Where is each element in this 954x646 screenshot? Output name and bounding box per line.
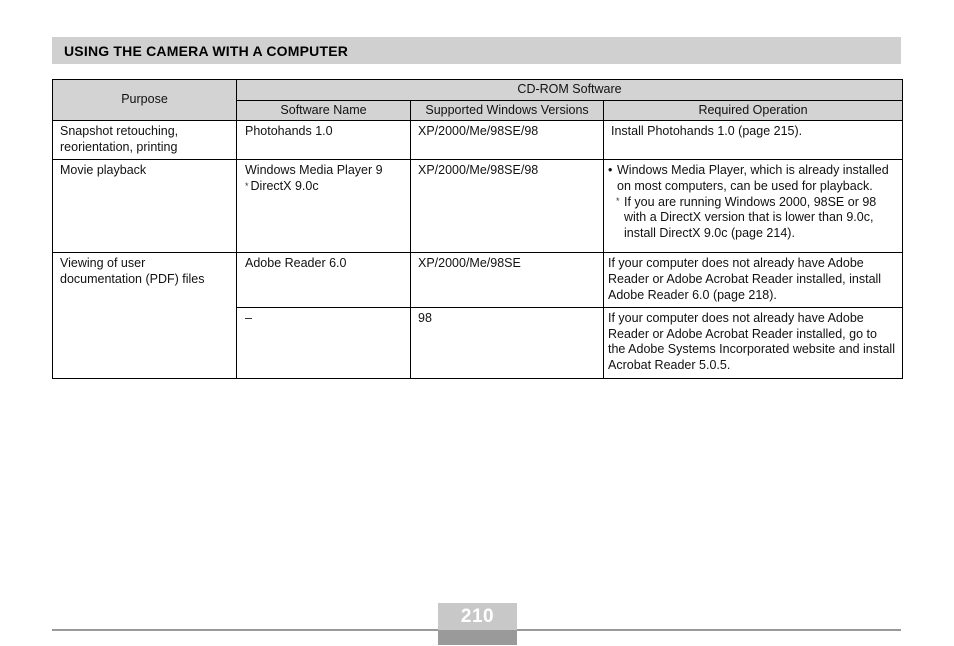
purpose-header: Purpose xyxy=(53,80,237,121)
versions-cell: 98 xyxy=(411,308,604,378)
required-operation-header: Required Operation xyxy=(604,100,903,121)
software-cell: – xyxy=(237,308,411,378)
asterisk-icon: * xyxy=(245,180,249,191)
purpose-cell: Viewing of user documentation (PDF) files xyxy=(53,253,237,378)
operation-cell xyxy=(604,160,903,253)
asterisk-icon: * xyxy=(616,195,620,206)
versions-cell: XP/2000/Me/98SE/98 xyxy=(411,121,604,160)
table-row xyxy=(53,253,903,308)
table-header-row xyxy=(53,80,903,101)
software-name: Windows Media Player 9 xyxy=(245,163,383,178)
table-row xyxy=(53,160,903,253)
operation-note xyxy=(608,195,896,242)
software-cell: Adobe Reader 6.0 xyxy=(237,253,411,308)
operation-bullet-text: Windows Media Player, which is already installed on most computers, can be used for playback. xyxy=(617,163,889,193)
software-table xyxy=(52,79,903,379)
operation-bullet xyxy=(608,163,896,194)
operation-cell: If your computer does not already have Adobe Reader or Adobe Acrobat Reader installed, go to the Adobe Systems Incorporated website and install Acrobat Reader 5.0.5. xyxy=(604,308,903,378)
section-title: USING THE CAMERA WITH A COMPUTER xyxy=(64,42,349,59)
purpose-cell: Movie playback xyxy=(53,160,237,253)
software-cell: Photohands 1.0 xyxy=(237,121,411,160)
operation-cell: Install Photohands 1.0 (page 215). xyxy=(604,121,903,160)
cdrom-software-header: CD-ROM Software xyxy=(237,80,903,101)
versions-cell: XP/2000/Me/98SE/98 xyxy=(411,160,604,253)
section-header-bar xyxy=(52,37,901,64)
bullet-icon: • xyxy=(608,163,613,178)
operation-note-text: If you are running Windows 2000, 98SE or 98 with a DirectX version that is lower than 9.0c, install DirectX 9.0c (page 214). xyxy=(624,194,877,240)
software-extra xyxy=(245,179,404,195)
software-extra-name: DirectX 9.0c xyxy=(250,178,319,193)
software-cell xyxy=(237,160,411,253)
page-number-box xyxy=(438,603,517,645)
versions-cell: XP/2000/Me/98SE xyxy=(411,253,604,308)
purpose-cell: Snapshot retouching, reorientation, printing xyxy=(53,121,237,160)
operation-cell: If your computer does not already have Adobe Reader or Adobe Acrobat Reader installed, install Adobe Reader 6.0 (page 218). xyxy=(604,253,903,308)
table-row xyxy=(53,121,903,160)
windows-versions-header: Supported Windows Versions xyxy=(411,100,604,121)
page-number: 210 xyxy=(460,605,495,627)
page-number-tab xyxy=(438,603,517,630)
software-name-header: Software Name xyxy=(237,100,411,121)
